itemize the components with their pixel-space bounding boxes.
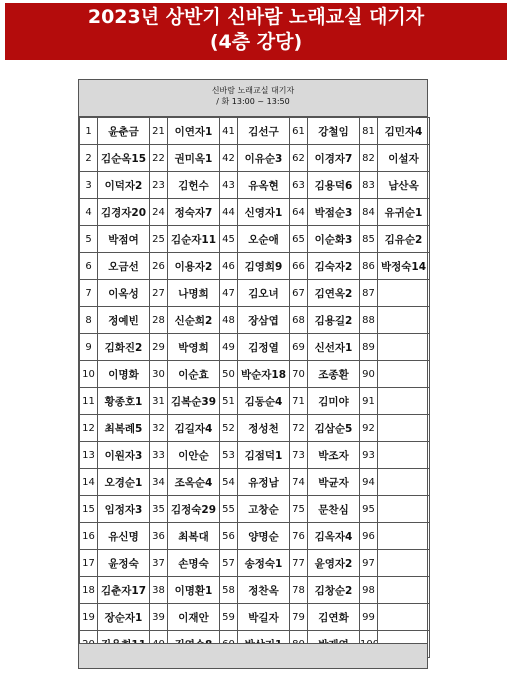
entry-name: 정숙자7 [168, 199, 220, 226]
entry-name: 윤정숙 [98, 550, 150, 577]
entry-name: 김복순39 [168, 388, 220, 415]
entry-number: 34 [150, 469, 168, 496]
entry-number: 81 [360, 118, 378, 145]
entry-number: 10 [80, 361, 98, 388]
entry-number: 75 [290, 496, 308, 523]
entry-number: 11 [80, 388, 98, 415]
entry-number: 5 [80, 226, 98, 253]
entry-number: 26 [150, 253, 168, 280]
table-row [80, 442, 430, 469]
sheet-header [79, 80, 427, 117]
entry-name [378, 523, 430, 550]
entry-number: 47 [220, 280, 238, 307]
entry-name: 고창순 [238, 496, 290, 523]
entry-name: 황종호1 [98, 388, 150, 415]
entry-name: 신순희2 [168, 307, 220, 334]
entry-name: 이명환1 [168, 577, 220, 604]
entry-name: 김유순2 [378, 226, 430, 253]
entry-name: 박점순3 [308, 199, 360, 226]
waitlist-sheet [78, 79, 428, 669]
entry-number: 70 [290, 361, 308, 388]
entry-name: 오금선 [98, 253, 150, 280]
entry-name: 윤춘금 [98, 118, 150, 145]
entry-name: 김영희9 [238, 253, 290, 280]
entry-number: 37 [150, 550, 168, 577]
entry-number: 35 [150, 496, 168, 523]
entry-number: 79 [290, 604, 308, 631]
entry-name: 신영자1 [238, 199, 290, 226]
entry-name: 김순옥15 [98, 145, 150, 172]
table-row [80, 550, 430, 577]
entry-name: 이연자1 [168, 118, 220, 145]
entry-number: 17 [80, 550, 98, 577]
table-row [80, 469, 430, 496]
entry-number: 49 [220, 334, 238, 361]
entry-number: 16 [80, 523, 98, 550]
entry-number: 52 [220, 415, 238, 442]
entry-number: 23 [150, 172, 168, 199]
entry-name: 김연화 [308, 604, 360, 631]
entry-name: 김길자4 [168, 415, 220, 442]
entry-number: 88 [360, 307, 378, 334]
entry-name: 이순효 [168, 361, 220, 388]
entry-name: 윤영자2 [308, 550, 360, 577]
entry-name: 오경순1 [98, 469, 150, 496]
entry-name: 유정남 [238, 469, 290, 496]
entry-number: 64 [290, 199, 308, 226]
entry-name: 박조자 [308, 442, 360, 469]
entry-name [378, 361, 430, 388]
entry-number: 97 [360, 550, 378, 577]
entry-number: 69 [290, 334, 308, 361]
entry-number: 3 [80, 172, 98, 199]
entry-name: 장삼엽 [238, 307, 290, 334]
entry-name: 이순화3 [308, 226, 360, 253]
entry-name: 오순애 [238, 226, 290, 253]
table-row [80, 118, 430, 145]
entry-name: 유옥현 [238, 172, 290, 199]
entry-number: 68 [290, 307, 308, 334]
entry-name: 박영희 [168, 334, 220, 361]
entry-number: 33 [150, 442, 168, 469]
entry-name: 조종환 [308, 361, 360, 388]
entry-number: 77 [290, 550, 308, 577]
entry-number: 2 [80, 145, 98, 172]
entry-name: 이원자3 [98, 442, 150, 469]
entry-number: 73 [290, 442, 308, 469]
table-row [80, 388, 430, 415]
entry-number: 90 [360, 361, 378, 388]
table-row [80, 496, 430, 523]
entry-name: 김민자4 [378, 118, 430, 145]
entry-number: 76 [290, 523, 308, 550]
entry-number: 8 [80, 307, 98, 334]
entry-number: 1 [80, 118, 98, 145]
entry-name: 박길자 [238, 604, 290, 631]
entry-number: 48 [220, 307, 238, 334]
entry-name: 정성천 [238, 415, 290, 442]
entry-name: 이안순 [168, 442, 220, 469]
entry-number: 28 [150, 307, 168, 334]
entry-name [378, 577, 430, 604]
table-row [80, 577, 430, 604]
entry-number: 78 [290, 577, 308, 604]
table-row [80, 253, 430, 280]
entry-name: 최복대 [168, 523, 220, 550]
entry-number: 53 [220, 442, 238, 469]
entry-name: 나명희 [168, 280, 220, 307]
entry-number: 83 [360, 172, 378, 199]
entry-name: 신선자1 [308, 334, 360, 361]
entry-name: 이경자7 [308, 145, 360, 172]
entry-number: 58 [220, 577, 238, 604]
title-banner [5, 3, 507, 60]
table-row [80, 280, 430, 307]
entry-number: 44 [220, 199, 238, 226]
entry-number: 91 [360, 388, 378, 415]
entry-name: 김점덕1 [238, 442, 290, 469]
table-row [80, 226, 430, 253]
entry-number: 12 [80, 415, 98, 442]
entry-name: 김동순4 [238, 388, 290, 415]
banner-subtitle: (4층 강당) [209, 31, 303, 53]
entry-name: 이옥성 [98, 280, 150, 307]
entry-number: 14 [80, 469, 98, 496]
entry-number: 36 [150, 523, 168, 550]
entry-number: 7 [80, 280, 98, 307]
entry-name: 박점여 [98, 226, 150, 253]
entry-number: 50 [220, 361, 238, 388]
entry-name: 김헌수 [168, 172, 220, 199]
entry-number: 74 [290, 469, 308, 496]
table-row [80, 172, 430, 199]
entry-name: 박균자 [308, 469, 360, 496]
entry-number: 6 [80, 253, 98, 280]
entry-name [378, 307, 430, 334]
entry-name: 이설자 [378, 145, 430, 172]
entry-name [378, 280, 430, 307]
entry-name: 김정숙29 [168, 496, 220, 523]
entry-name: 정예빈 [98, 307, 150, 334]
entry-number: 39 [150, 604, 168, 631]
entry-number: 93 [360, 442, 378, 469]
entry-number: 4 [80, 199, 98, 226]
table-row [80, 604, 430, 631]
entry-name: 장순자1 [98, 604, 150, 631]
entry-number: 57 [220, 550, 238, 577]
entry-number: 62 [290, 145, 308, 172]
entry-name: 남산옥 [378, 172, 430, 199]
entry-number: 22 [150, 145, 168, 172]
entry-number: 94 [360, 469, 378, 496]
entry-name [378, 415, 430, 442]
entry-name: 유신명 [98, 523, 150, 550]
entry-number: 65 [290, 226, 308, 253]
entry-number: 43 [220, 172, 238, 199]
entry-name: 김옥자4 [308, 523, 360, 550]
entry-name: 송정숙1 [238, 550, 290, 577]
entry-number: 24 [150, 199, 168, 226]
entry-number: 51 [220, 388, 238, 415]
entry-number: 18 [80, 577, 98, 604]
entry-name: 김경자20 [98, 199, 150, 226]
entry-name: 이재안 [168, 604, 220, 631]
entry-name: 이명화 [98, 361, 150, 388]
entry-name: 유귀순1 [378, 199, 430, 226]
entry-name: 김용길2 [308, 307, 360, 334]
entry-name: 김오녀 [238, 280, 290, 307]
sheet-schedule: / 화 13:00 ~ 13:50 [216, 97, 290, 106]
entry-number: 30 [150, 361, 168, 388]
entry-number: 13 [80, 442, 98, 469]
entry-number: 54 [220, 469, 238, 496]
table-row [80, 145, 430, 172]
entry-name: 김연옥2 [308, 280, 360, 307]
banner-title: 2023년 상반기 신바람 노래교실 대기자 [87, 6, 425, 28]
table-row [80, 199, 430, 226]
entry-number: 71 [290, 388, 308, 415]
entry-number: 38 [150, 577, 168, 604]
entry-number: 67 [290, 280, 308, 307]
entry-number: 42 [220, 145, 238, 172]
entry-name: 김삼순5 [308, 415, 360, 442]
entry-name: 권미옥1 [168, 145, 220, 172]
entry-name: 김창순2 [308, 577, 360, 604]
entry-name: 김선구 [238, 118, 290, 145]
entry-name [378, 604, 430, 631]
entry-name: 손명숙 [168, 550, 220, 577]
entry-name: 이덕자2 [98, 172, 150, 199]
entry-name: 김정열 [238, 334, 290, 361]
entry-name [378, 334, 430, 361]
entry-number: 25 [150, 226, 168, 253]
table-row [80, 415, 430, 442]
entry-number: 27 [150, 280, 168, 307]
entry-number: 21 [150, 118, 168, 145]
table-row [80, 523, 430, 550]
entry-number: 99 [360, 604, 378, 631]
entry-name: 강철임 [308, 118, 360, 145]
entry-name [378, 469, 430, 496]
entry-name [378, 442, 430, 469]
entry-name: 박정숙14 [378, 253, 430, 280]
table-row [80, 334, 430, 361]
entry-name [378, 550, 430, 577]
entry-number: 66 [290, 253, 308, 280]
waitlist-table [79, 117, 430, 658]
entry-number: 9 [80, 334, 98, 361]
entry-number: 55 [220, 496, 238, 523]
entry-name: 김용덕6 [308, 172, 360, 199]
entry-number: 61 [290, 118, 308, 145]
entry-number: 86 [360, 253, 378, 280]
entry-number: 84 [360, 199, 378, 226]
entry-number: 59 [220, 604, 238, 631]
entry-name: 김순자11 [168, 226, 220, 253]
entry-name: 김화진2 [98, 334, 150, 361]
sheet-footer-bar [79, 643, 427, 668]
entry-name: 최복례5 [98, 415, 150, 442]
entry-number: 32 [150, 415, 168, 442]
entry-number: 87 [360, 280, 378, 307]
entry-name: 김미야 [308, 388, 360, 415]
table-row [80, 361, 430, 388]
entry-number: 45 [220, 226, 238, 253]
table-row [80, 307, 430, 334]
entry-number: 31 [150, 388, 168, 415]
entry-name: 문찬심 [308, 496, 360, 523]
entry-number: 98 [360, 577, 378, 604]
entry-number: 96 [360, 523, 378, 550]
entry-name: 이유순3 [238, 145, 290, 172]
entry-number: 63 [290, 172, 308, 199]
entry-number: 46 [220, 253, 238, 280]
entry-number: 82 [360, 145, 378, 172]
entry-name: 박순자18 [238, 361, 290, 388]
entry-name: 양명순 [238, 523, 290, 550]
entry-name [378, 388, 430, 415]
entry-number: 56 [220, 523, 238, 550]
entry-name: 김춘자17 [98, 577, 150, 604]
entry-number: 29 [150, 334, 168, 361]
entry-name [378, 496, 430, 523]
entry-name: 정찬옥 [238, 577, 290, 604]
entry-number: 85 [360, 226, 378, 253]
entry-number: 15 [80, 496, 98, 523]
entry-name: 임정자3 [98, 496, 150, 523]
entry-number: 89 [360, 334, 378, 361]
sheet-title: 신바람 노래교실 대기자 [211, 86, 295, 95]
entry-number: 95 [360, 496, 378, 523]
entry-name: 이용자2 [168, 253, 220, 280]
entry-number: 41 [220, 118, 238, 145]
entry-number: 72 [290, 415, 308, 442]
entry-name: 조옥순4 [168, 469, 220, 496]
entry-name: 김숙자2 [308, 253, 360, 280]
entry-number: 92 [360, 415, 378, 442]
entry-number: 19 [80, 604, 98, 631]
